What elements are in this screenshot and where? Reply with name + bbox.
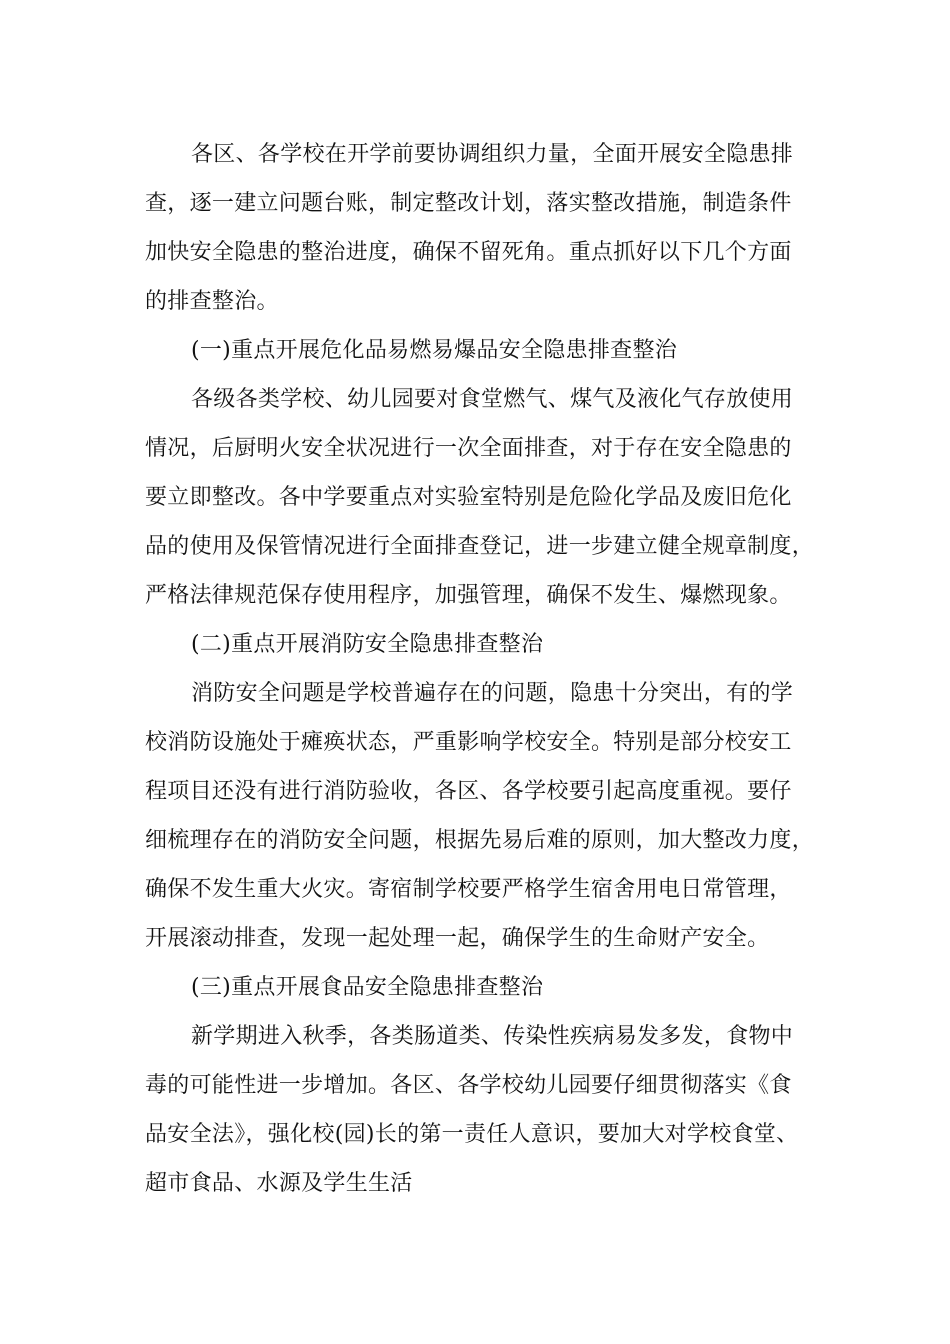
body-text-line: 情况，后厨明火安全状况进行一次全面排查，对于存在安全隐患的 bbox=[145, 436, 792, 461]
body-text-line: 查，逐一建立问题台账，制定整改计划，落实整改措施，制造条件 bbox=[145, 191, 792, 216]
body-text-line: 细梳理存在的消防安全问题，根据先易后难的原则，加大整改力度， bbox=[145, 828, 815, 853]
body-text-line: 开展滚动排查，发现一起处理一起，确保学生的生命财产安全。 bbox=[145, 926, 770, 951]
body-text-line: 超市食品、水源及学生生活 bbox=[145, 1171, 413, 1196]
body-text-line: 品安全法》，强化校(园)长的第一责任人意识，要加大对学校食堂、 bbox=[145, 1122, 799, 1147]
body-text-line: 品的使用及保管情况进行全面排查登记，进一步建立健全规章制度， bbox=[145, 534, 815, 559]
body-text-line: 校消防设施处于瘫痪状态，严重影响学校安全。特别是部分校安工 bbox=[145, 730, 792, 755]
body-text-line: 加快安全隐患的整治进度，确保不留死角。重点抓好以下几个方面 bbox=[145, 240, 792, 265]
section-heading: (二)重点开展消防安全隐患排查整治 bbox=[191, 632, 544, 657]
body-text-line: 确保不发生重大火灾。寄宿制学校要严格学生宿舍用电日常管理， bbox=[145, 877, 792, 902]
body-text-line: 各级各类学校、幼儿园要对食堂燃气、煤气及液化气存放使用 bbox=[191, 387, 794, 412]
body-text-line: 的排查整治。 bbox=[145, 289, 279, 314]
body-text-line: 消防安全问题是学校普遍存在的问题，隐患十分突出，有的学 bbox=[191, 681, 794, 706]
body-text-line: 毒的可能性进一步增加。各区、各学校幼儿园要仔细贯彻落实《食 bbox=[145, 1073, 792, 1098]
body-text-line: 严格法律规范保存使用程序，加强管理，确保不发生、爆燃现象。 bbox=[145, 583, 792, 608]
body-text-line: 程项目还没有进行消防验收，各区、各学校要引起高度重视。要仔 bbox=[145, 779, 792, 804]
section-heading: (一)重点开展危化品易燃易爆品安全隐患排查整治 bbox=[191, 338, 678, 363]
body-text-line: 各区、各学校在开学前要协调组织力量，全面开展安全隐患排 bbox=[191, 142, 794, 167]
section-heading: (三)重点开展食品安全隐患排查整治 bbox=[191, 975, 544, 1000]
body-text-line: 新学期进入秋季，各类肠道类、传染性疾病易发多发，食物中 bbox=[191, 1024, 794, 1049]
body-text-line: 要立即整改。各中学要重点对实验室特别是危险化学品及废旧危化 bbox=[145, 485, 792, 510]
document-page bbox=[145, 130, 835, 1208]
